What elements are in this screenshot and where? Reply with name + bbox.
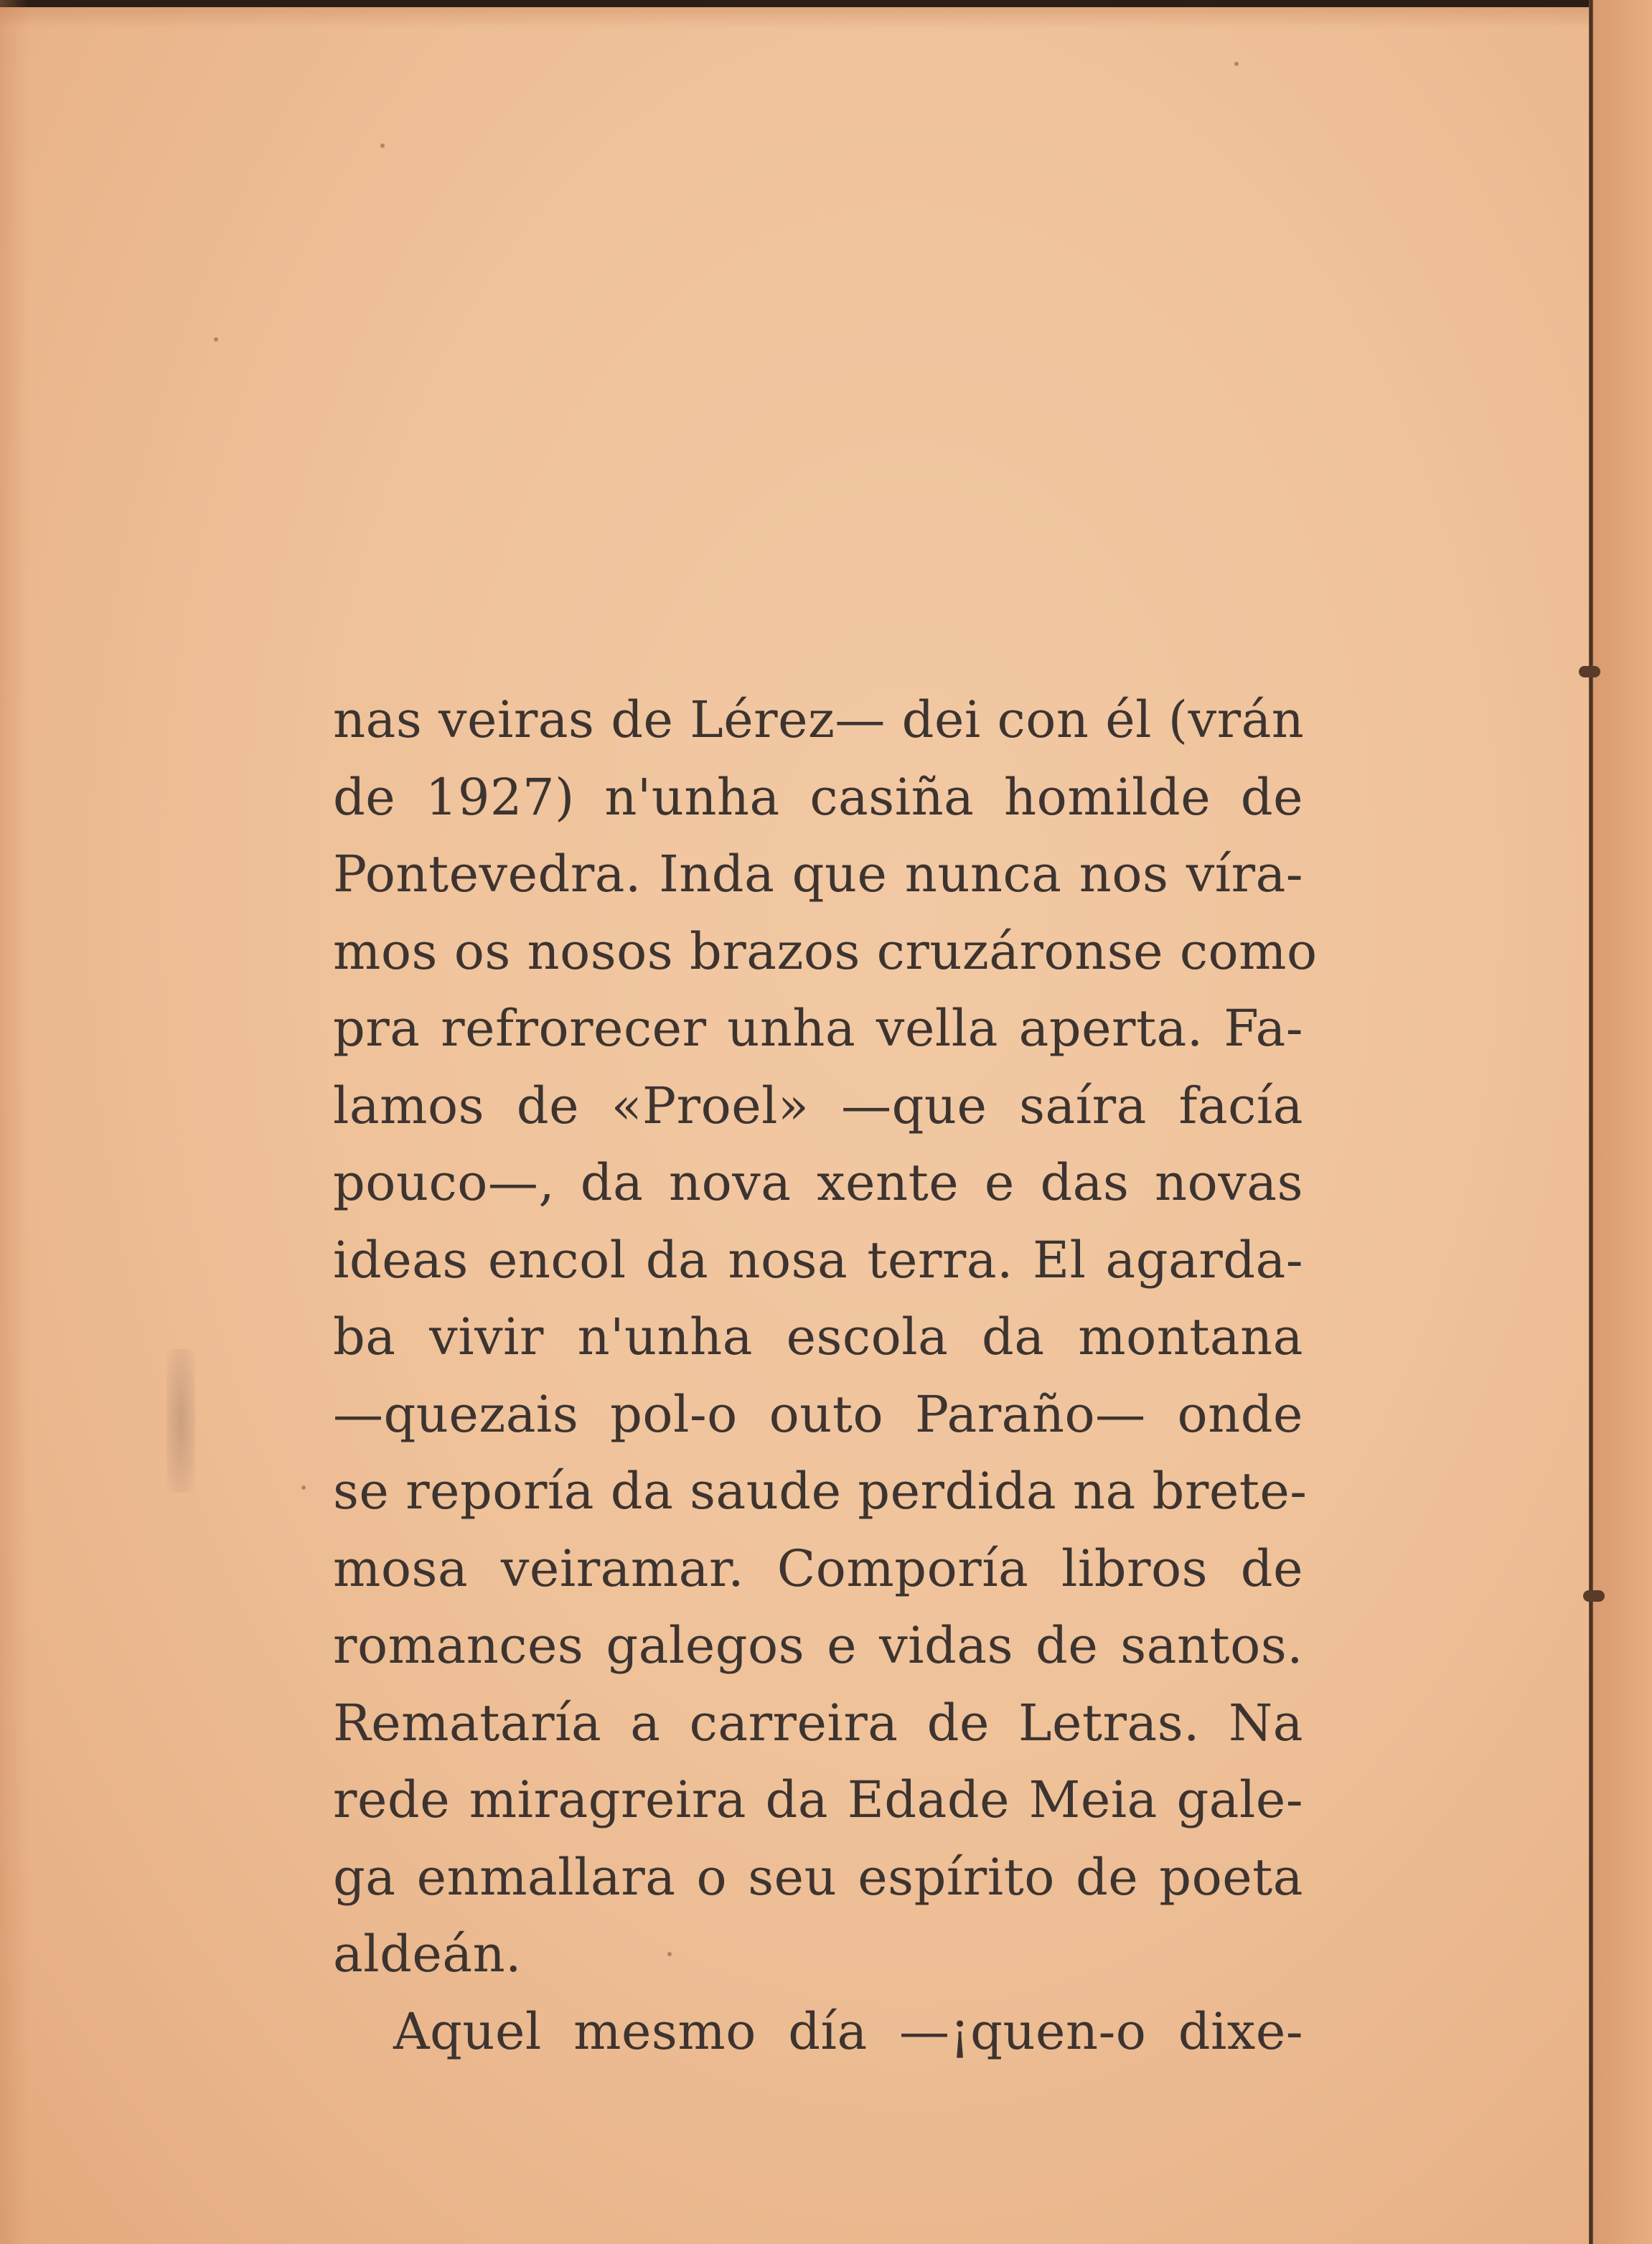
text-line: de 1927) n'unha casiña homilde de xyxy=(333,767,1303,827)
text-line: ideas encol da nosa terra. El agarda- xyxy=(333,1230,1303,1290)
paper-speck xyxy=(301,1485,306,1490)
text-line: pra refrorecer unha vella aperta. Fa- xyxy=(333,999,1303,1058)
text-line: Pontevedra. Inda que nunca nos víra- xyxy=(333,845,1303,903)
binding-thread-mark xyxy=(1583,1590,1605,1602)
page-stain xyxy=(166,1349,195,1493)
page-top-shadow xyxy=(0,7,1652,29)
text-line: mos os nosos brazos cruzáronse como xyxy=(333,921,1318,981)
paper-speck xyxy=(1234,62,1239,66)
text-line: lamos de «Proel» —que saíra facía xyxy=(333,1076,1303,1135)
paper-speck xyxy=(380,144,385,148)
page-top-edge xyxy=(0,0,1652,7)
text-line: se reporía da saude perdida na brete- xyxy=(333,1462,1308,1521)
text-line: mosa veiramar. Comporía libros de xyxy=(333,1539,1303,1598)
text-line: romances galegos e vidas de santos. xyxy=(333,1616,1303,1675)
text-line: Aquel mesmo día —¡quen-o dixe- xyxy=(393,2001,1303,2061)
adjacent-page-edge xyxy=(1593,0,1652,2244)
text-line: nas veiras de Lérez— dei con él (vrán xyxy=(333,690,1305,749)
text-line: rede miragreira da Edade Meia gale- xyxy=(333,1770,1303,1829)
text-line: Remataría a carreira de Letras. Na xyxy=(333,1693,1303,1752)
page-left-shadow xyxy=(0,0,29,2244)
text-line: —quezais pol-o outo Paraño— onde xyxy=(333,1384,1303,1444)
text-line: ga enmallara o seu espírito de poeta xyxy=(333,1847,1303,1907)
text-line: ba vivir n'unha escola da montana xyxy=(333,1308,1303,1366)
binding-thread-mark xyxy=(1579,666,1600,677)
text-line: aldeán. xyxy=(333,1925,522,1984)
paragraph-1 xyxy=(333,682,1318,1994)
text-line: pouco—, da nova xente e das novas xyxy=(333,1153,1303,1212)
paragraph-2 xyxy=(333,1994,1303,2071)
body-text xyxy=(333,682,1318,2070)
paper-speck xyxy=(214,337,218,342)
